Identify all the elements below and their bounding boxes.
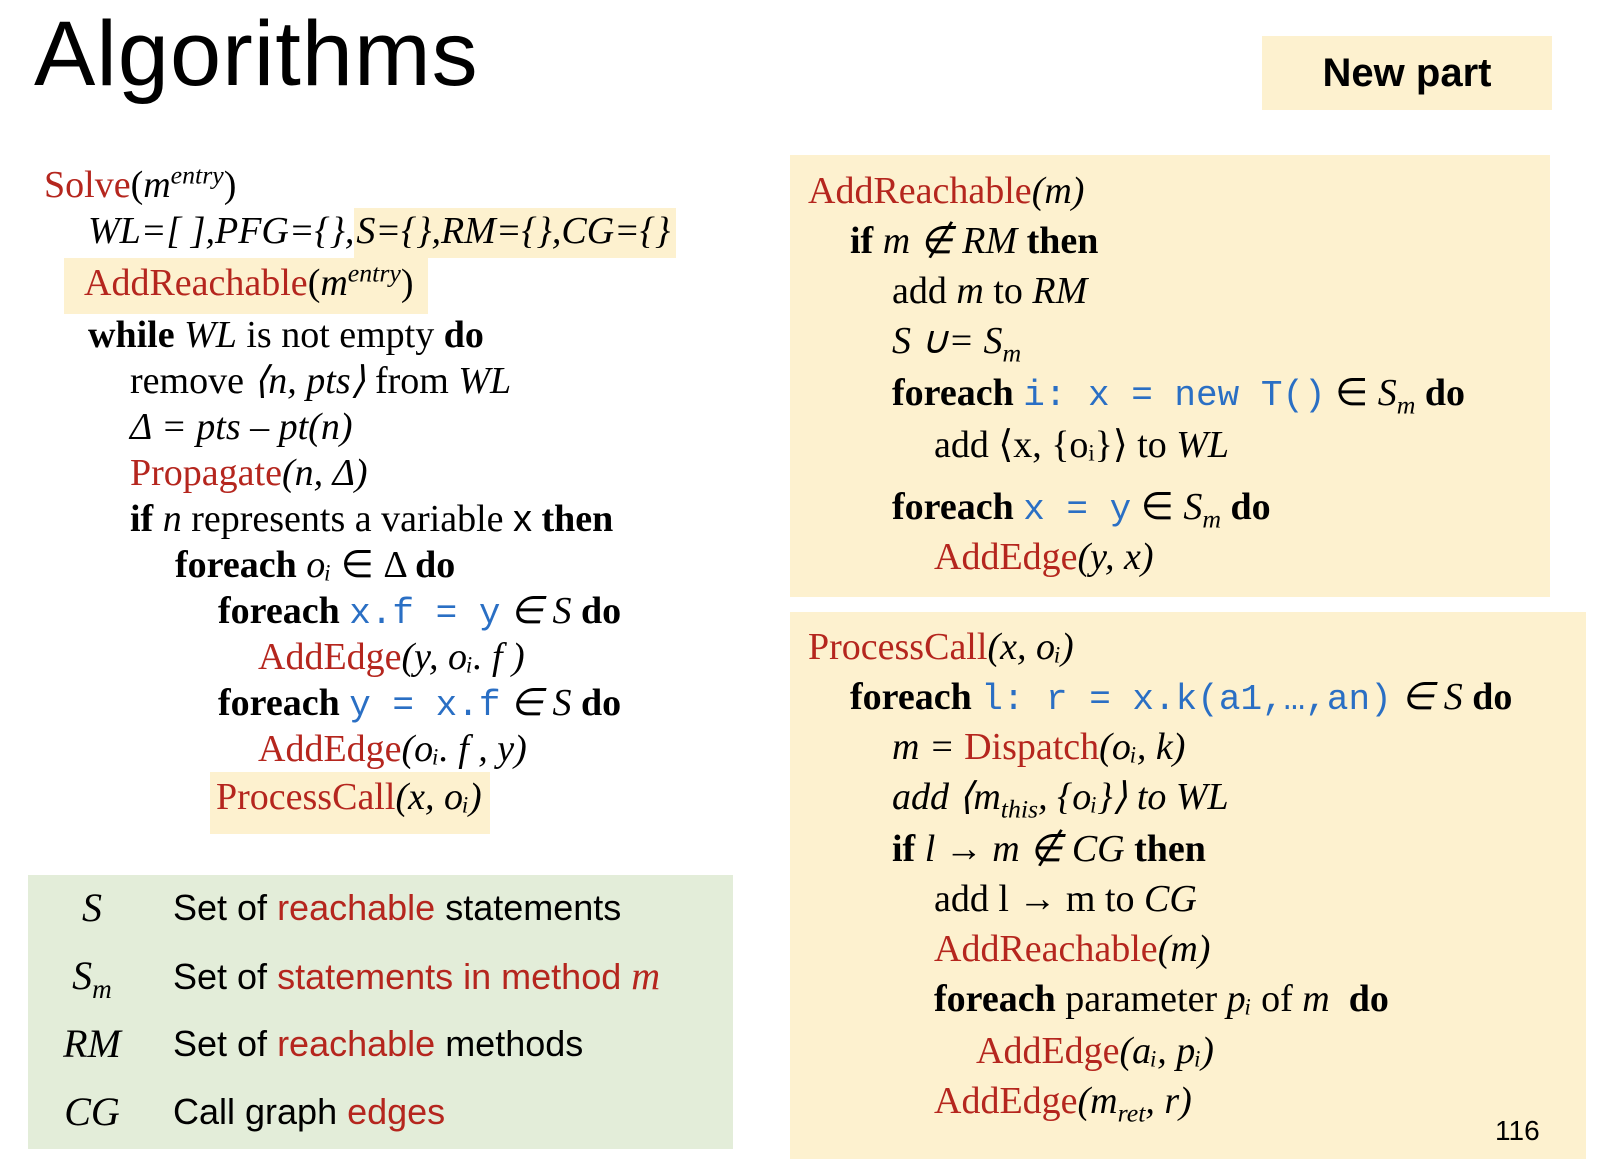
processcall-signature: ProcessCall(x, oᵢ) — [808, 626, 1074, 668]
solve-name: Solve — [44, 164, 131, 206]
foreach-assign-line: foreach x = y ∈ $S_m$ do — [892, 486, 1271, 534]
foreach-new-line: foreach i: x = new T() ∈ $S_m$ do — [892, 372, 1466, 420]
legend-symbol: CG — [64, 1089, 120, 1134]
init-highlight: S={},RM={},CG={} — [354, 208, 676, 258]
new-part-badge: New part — [1262, 36, 1552, 110]
solve-addreachable-call: $AddReachable(m^{entry})$ — [64, 258, 428, 314]
foreach-load-line: foreach y = x.f ∈ S do — [218, 682, 622, 726]
add-edge-to-cg-line: add l → m to CG — [934, 878, 1197, 920]
foreach-oi-line: foreach oᵢ ∈ Δ do — [175, 544, 456, 586]
foreach-store-line: foreach x.f = y ∈ S do — [218, 590, 622, 634]
legend-desc: Set of statements in method m — [173, 953, 661, 998]
legend-desc: Call graph edges — [173, 1091, 446, 1132]
addreachable-addedge: AddEdge(y, x) — [934, 536, 1154, 578]
union-line: S ∪= $S_m$ — [892, 320, 1022, 368]
page-number: 116 — [1495, 1115, 1540, 1146]
dispatch-line: m = Dispatch(oᵢ, k) — [892, 726, 1186, 768]
legend-box — [28, 875, 733, 1149]
legend-desc: Set of reachable methods — [173, 1023, 584, 1064]
remove-line: remove ⟨n, pts⟩ from WL — [130, 360, 512, 402]
solve-signature: $Solve(m^{entry})$ — [44, 160, 237, 206]
while-line: while WL is not empty do — [88, 314, 484, 356]
legend-symbol: $S_m$ — [72, 953, 112, 1004]
slide-title: Algorithms — [34, 3, 479, 105]
add-to-wl-line: add ⟨x, {oᵢ}⟩ to WL — [934, 424, 1230, 466]
foreach-param-line: foreach parameter pᵢ of m do — [934, 978, 1389, 1020]
add-m-to-rm: add m to RM — [892, 270, 1088, 312]
processcall-invocation: ProcessCall(x, oᵢ) — [210, 772, 490, 834]
if-variable-line: if n represents a variable x then — [130, 498, 614, 540]
add-this-line: add $⟨m_{this}$, {oᵢ}⟩ to WL — [892, 776, 1229, 824]
legend-desc: Set of reachable statements — [173, 887, 622, 928]
addedge-param-line: AddEdge(aᵢ, pᵢ) — [976, 1030, 1214, 1072]
propagate-line: Propagate(n, Δ) — [130, 452, 368, 494]
addreachable-signature: AddReachable(m) — [808, 170, 1085, 212]
addedge-store-line: AddEdge(y, oᵢ. f ) — [258, 636, 525, 678]
legend-symbol: RM — [63, 1021, 121, 1066]
foreach-call-line: foreach l: r = x.k(a1,…,an) ∈ S do — [850, 676, 1513, 720]
if-cg-line: if l → m ∉ CG then — [892, 828, 1206, 870]
processcall-addreachable: AddReachable(m) — [934, 928, 1211, 970]
legend-symbol: S — [82, 885, 102, 930]
addedge-load-line: AddEdge(oᵢ. f , y) — [258, 728, 527, 770]
addedge-ret-line: $AddEdge(m_{ret}$, r) — [934, 1080, 1192, 1128]
delta-line: Δ = pts – pt(n) — [130, 406, 353, 448]
addreachable-if: if m ∉ RM then — [850, 220, 1099, 262]
solve-init: WL=[ ],PFG={},S={},RM={},CG={} — [88, 208, 676, 254]
